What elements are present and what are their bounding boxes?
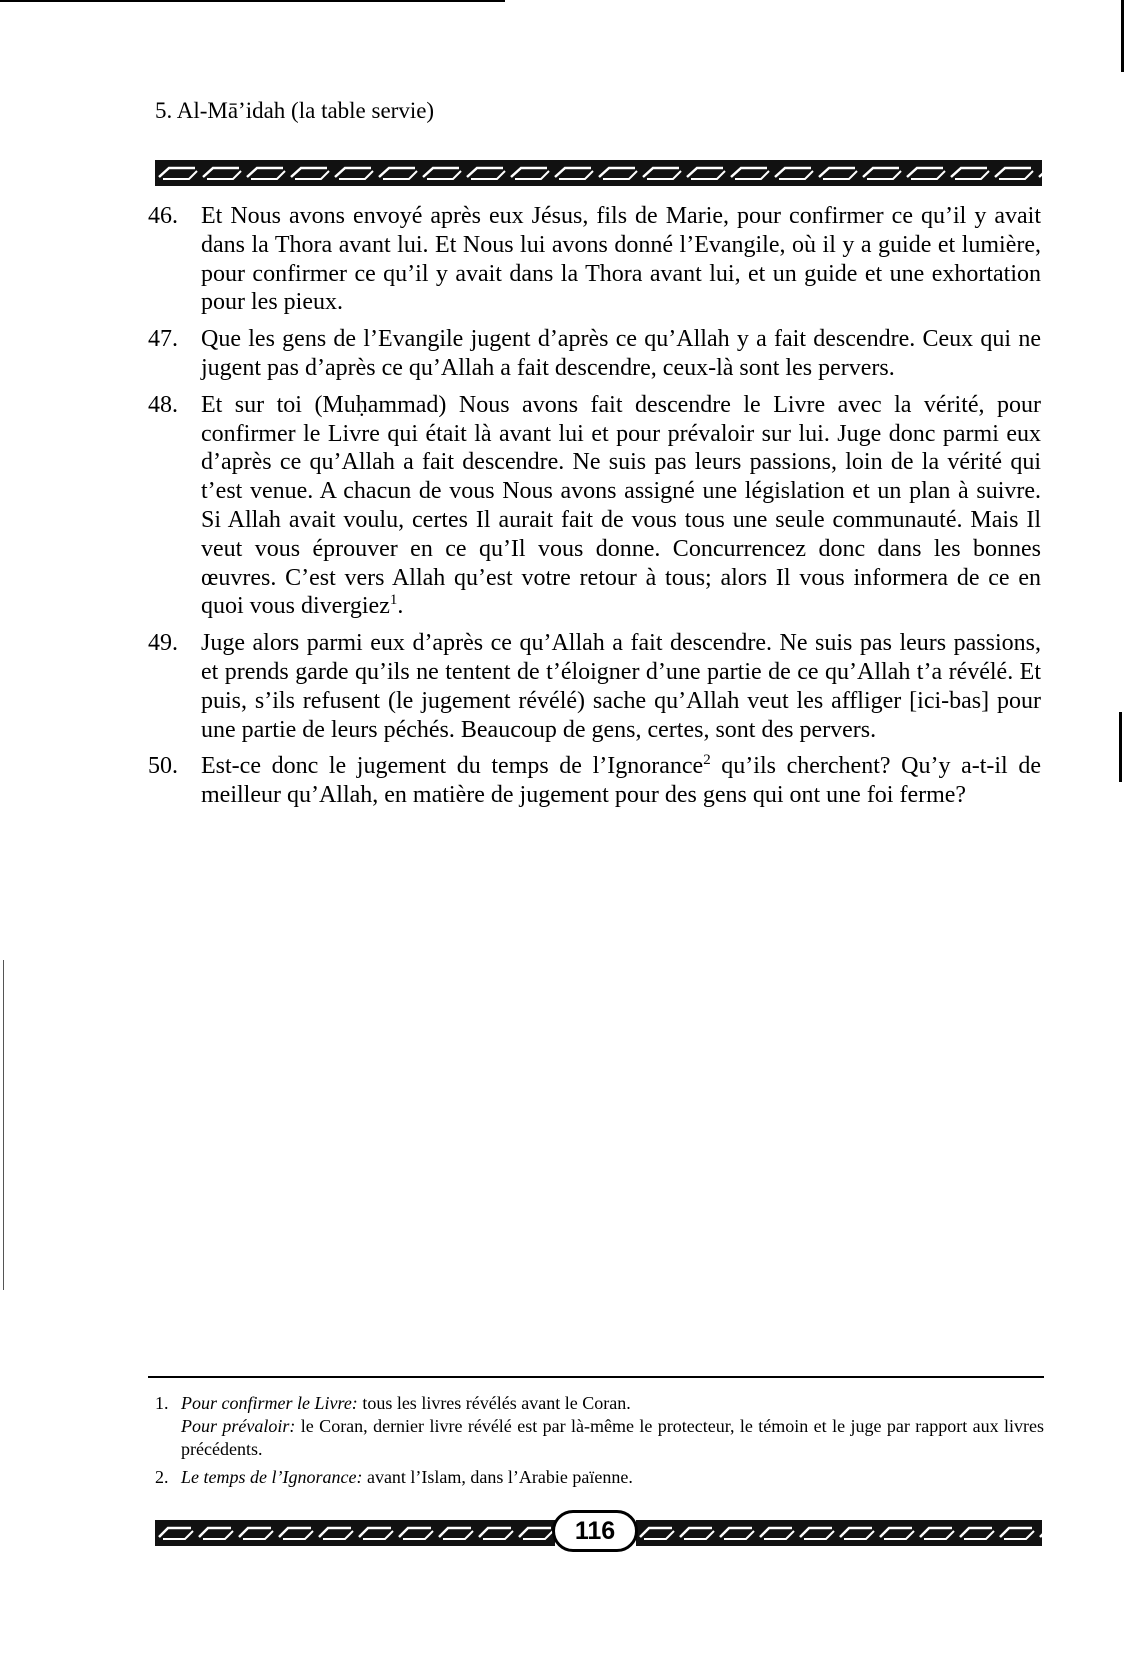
footnotes bbox=[155, 1392, 1044, 1494]
top-rule bbox=[0, 0, 505, 2]
ornamental-band-top bbox=[155, 160, 1042, 186]
verse-text bbox=[201, 752, 1041, 810]
ornament-chain-pattern bbox=[155, 1520, 555, 1546]
page-number: 116 bbox=[552, 1510, 638, 1552]
footnote-rule bbox=[148, 1376, 1044, 1378]
footnote-term: Pour confirmer le Livre: bbox=[181, 1393, 358, 1413]
footnote-term: Pour prévaloir: bbox=[181, 1416, 296, 1436]
verse-49 bbox=[148, 629, 1041, 744]
verse-body-b: qu’ils cherchent? Qu’y a-t-il de meilleur qu’Allah, en matière de jugement pour des gens qui ont une foi ferme? bbox=[201, 753, 1041, 809]
verse-46 bbox=[148, 202, 1041, 317]
verse-47 bbox=[148, 325, 1041, 383]
verse-list bbox=[148, 202, 1041, 818]
footnote-ref-1: 1 bbox=[389, 592, 398, 609]
verse-number: 50. bbox=[148, 753, 178, 780]
footnote-number: 1. bbox=[155, 1393, 169, 1413]
footnote-body bbox=[181, 1392, 1044, 1415]
footnote-body bbox=[181, 1466, 1044, 1489]
verse-number: 47. bbox=[148, 326, 178, 353]
verse-text: Et Nous avons envoyé après eux Jésus, fils de Marie, pour confirmer ce qu’il y avait dans la Thora avant lui. Et Nous lui avons donné l’Evangile, où il y a guide et lumière, pour confirmer ce qu’il y avait dans la Thora avant lui, et un guide et une exhortation pour les pieux. bbox=[201, 203, 1041, 316]
verse-text: Juge alors parmi eux d’après ce qu’Allah a fait descendre. Ne suis pas leurs passions, et prends garde qu’ils ne tentent de t’éloigner d’une partie de ce qu’Allah t’a révélé. Et puis, s’ils refusent (le jugement révélé) sache qu’Allah veut les affliger [ici-bas] pour une partie de leurs péchés. Beaucoup de gens, certes, sont des pervers. bbox=[201, 630, 1041, 743]
footnote-body-2 bbox=[181, 1415, 1044, 1461]
left-margin-rule bbox=[3, 960, 4, 1290]
verse-body: Et sur toi (Muḥammad) Nous avons fait descendre le Livre avec la vérité, pour confirmer le Livre qui était là avant lui et pour prévaloir sur lui. Juge donc parmi eux d’après ce qu’Allah a fait descendre. Ne suis pas leurs passions, loin de la vérité qui t’est venue. A chacun de vous Nous avons assigné une législation et un plan à suivre. Si Allah avait voulu, certes Il aurait fait de vous tous une seule communauté. Mais Il veut vous éprouver en ce qu’Il vous donne. Concurrencez donc dans les bonnes œuvres. C’est vers Allah qu’est votre retour à tous; alors Il vous informera de ce en quoi vous divergiez bbox=[201, 391, 1041, 620]
footnote-2 bbox=[155, 1466, 1044, 1489]
verse-48 bbox=[148, 391, 1041, 621]
verse-number: 48. bbox=[148, 391, 178, 418]
ornament-chain-pattern bbox=[636, 1520, 1042, 1546]
footnote-text: avant l’Islam, dans l’Arabie païenne. bbox=[362, 1467, 633, 1487]
verse-50 bbox=[148, 752, 1041, 810]
verse-tail: . bbox=[397, 593, 404, 620]
footnote-term: Le temps de l’Ignorance: bbox=[181, 1467, 363, 1487]
ornamental-band-bottom-right bbox=[636, 1520, 1042, 1546]
verse-number: 46. bbox=[148, 203, 178, 229]
edge-mark-middle bbox=[1119, 712, 1122, 782]
footnote-number: 2. bbox=[155, 1467, 169, 1487]
footnote-1 bbox=[155, 1392, 1044, 1461]
verse-body-a: Est-ce donc le jugement du temps de l’Ignorance bbox=[201, 753, 704, 780]
footnote-text: tous les livres révélés avant le Coran. bbox=[357, 1393, 631, 1413]
verse-text: Que les gens de l’Evangile jugent d’après ce qu’Allah y a fait descendre. Ceux qui ne jugent pas d’après ce qu’Allah a fait descendre, ceux-là sont les pervers. bbox=[201, 326, 1041, 381]
ornamental-band-bottom-left bbox=[155, 1520, 555, 1546]
verse-text bbox=[201, 391, 1041, 621]
ornament-chain-pattern bbox=[155, 160, 1042, 186]
surah-header: 5. Al-Mā’idah (la table servie) bbox=[155, 98, 435, 123]
footnote-ref-2: 2 bbox=[703, 752, 711, 769]
verse-number: 49. bbox=[148, 630, 178, 657]
footnote-text: le Coran, dernier livre révélé est par là-même le protecteur, le témoin et le juge par rapport aux livres précédents. bbox=[181, 1416, 1044, 1459]
edge-mark-top bbox=[1121, 0, 1124, 72]
